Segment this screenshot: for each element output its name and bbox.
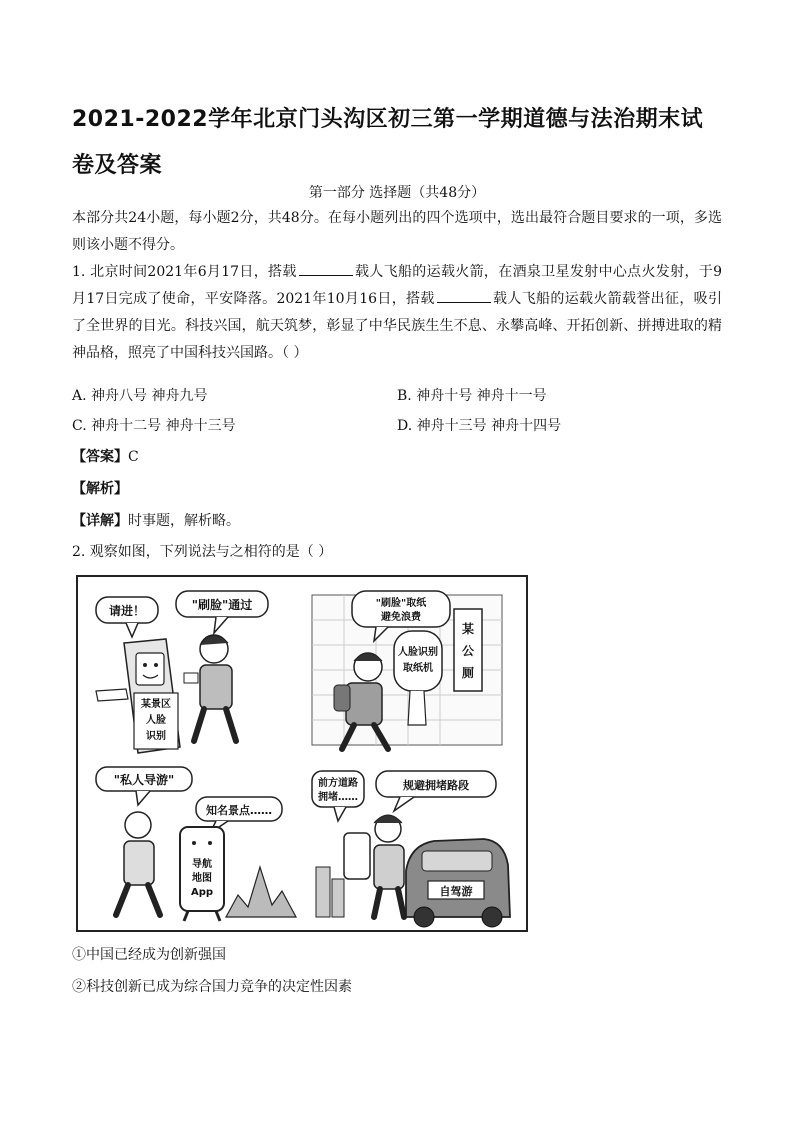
answer-label: 【答案】 (72, 449, 128, 465)
section-heading: 第一部分 选择题（共48分） (308, 185, 486, 201)
bubble-text: "刷脸"取纸 (375, 598, 427, 609)
machine-label: 取纸机 (403, 663, 433, 674)
q1-option-c: C. 神舟十二号 神舟十三号 (72, 418, 236, 434)
machine-label: 人脸 (146, 715, 166, 726)
q1-text-part3: 载人飞船的运载火箭载誉出征，吸引了全世界的目光。科技兴国，航天筑梦，彰显了中华民族生生不息、永攀高峰、开拓创新、拼搏进取的精神品格，照亮了中国科技兴国路。（ ） (72, 291, 723, 361)
instructions: 本部分共24小题，每小题2分，共48分。在每小题列出的四个选项中，选出最符合题目要求的一项，多选则该小题不得分。 (72, 210, 722, 253)
q1-analysis (72, 479, 128, 499)
machine-label: 识别 (146, 731, 166, 742)
panel-public-toilet (312, 591, 502, 749)
analysis-label: 【解析】 (72, 481, 128, 497)
q1-option-b: B. 神舟十号 神舟十一号 (397, 388, 547, 404)
detail-label: 【详解】 (72, 513, 128, 529)
bubble-text: 请进！ (108, 604, 146, 618)
phone-label: App (190, 887, 214, 898)
question-1-stem (72, 259, 722, 367)
car-label: 自驾游 (439, 885, 473, 898)
machine-label: 人脸识别 (398, 647, 438, 658)
sign-text: 公 (461, 644, 475, 658)
q1-text-part1: 1. 北京时间2021年6月17日，搭载 (72, 264, 297, 280)
q1-detail (72, 511, 240, 531)
bubble-text: 拥堵…… (318, 792, 358, 803)
answer-blank (299, 261, 353, 276)
machine-label: 某景区 (141, 699, 171, 710)
phone-label: 导航 (192, 859, 212, 870)
q2-statement-1: ①中国已经成为创新强国 (72, 947, 226, 963)
answer-blank (437, 288, 491, 303)
question-2-stem: 2. 观察如图，下列说法与之相符的是（ ） (72, 544, 333, 560)
bubble-text: 避免浪费 (381, 612, 421, 623)
q1-option-a: A. 神舟八号 神舟九号 (72, 388, 208, 404)
bubble-text: 知名景点…… (206, 804, 272, 817)
sign-text: 某 (461, 622, 475, 636)
q1-answer (72, 447, 139, 467)
bubble-text: "刷脸"通过 (191, 598, 253, 612)
detail-text: 时事题，解析略。 (128, 513, 240, 529)
phone-label: 地图 (192, 873, 212, 884)
cartoon-figure (76, 575, 528, 932)
bubble-text: "私人导游" (113, 773, 175, 787)
bubble-text: 前方道路 (318, 778, 358, 789)
sign-text: 厕 (461, 666, 475, 680)
page-title: 2021-2022学年北京门头沟区初三第一学期道德与法治期末试卷及答案 (72, 107, 704, 178)
bubble-text: 规避拥堵路段 (403, 779, 469, 792)
q1-text-part2: 载人飞船的运载火箭，在酒泉卫星发射中心点火发射，于9月17日完成了使命，平安降落。2021年10月16日，搭载 (72, 264, 722, 307)
q1-option-d: D. 神舟十三号 神舟十四号 (397, 418, 562, 434)
q2-statement-2: ②科技创新已成为综合国力竞争的决定性因素 (72, 979, 352, 995)
answer-value: C (128, 449, 139, 465)
